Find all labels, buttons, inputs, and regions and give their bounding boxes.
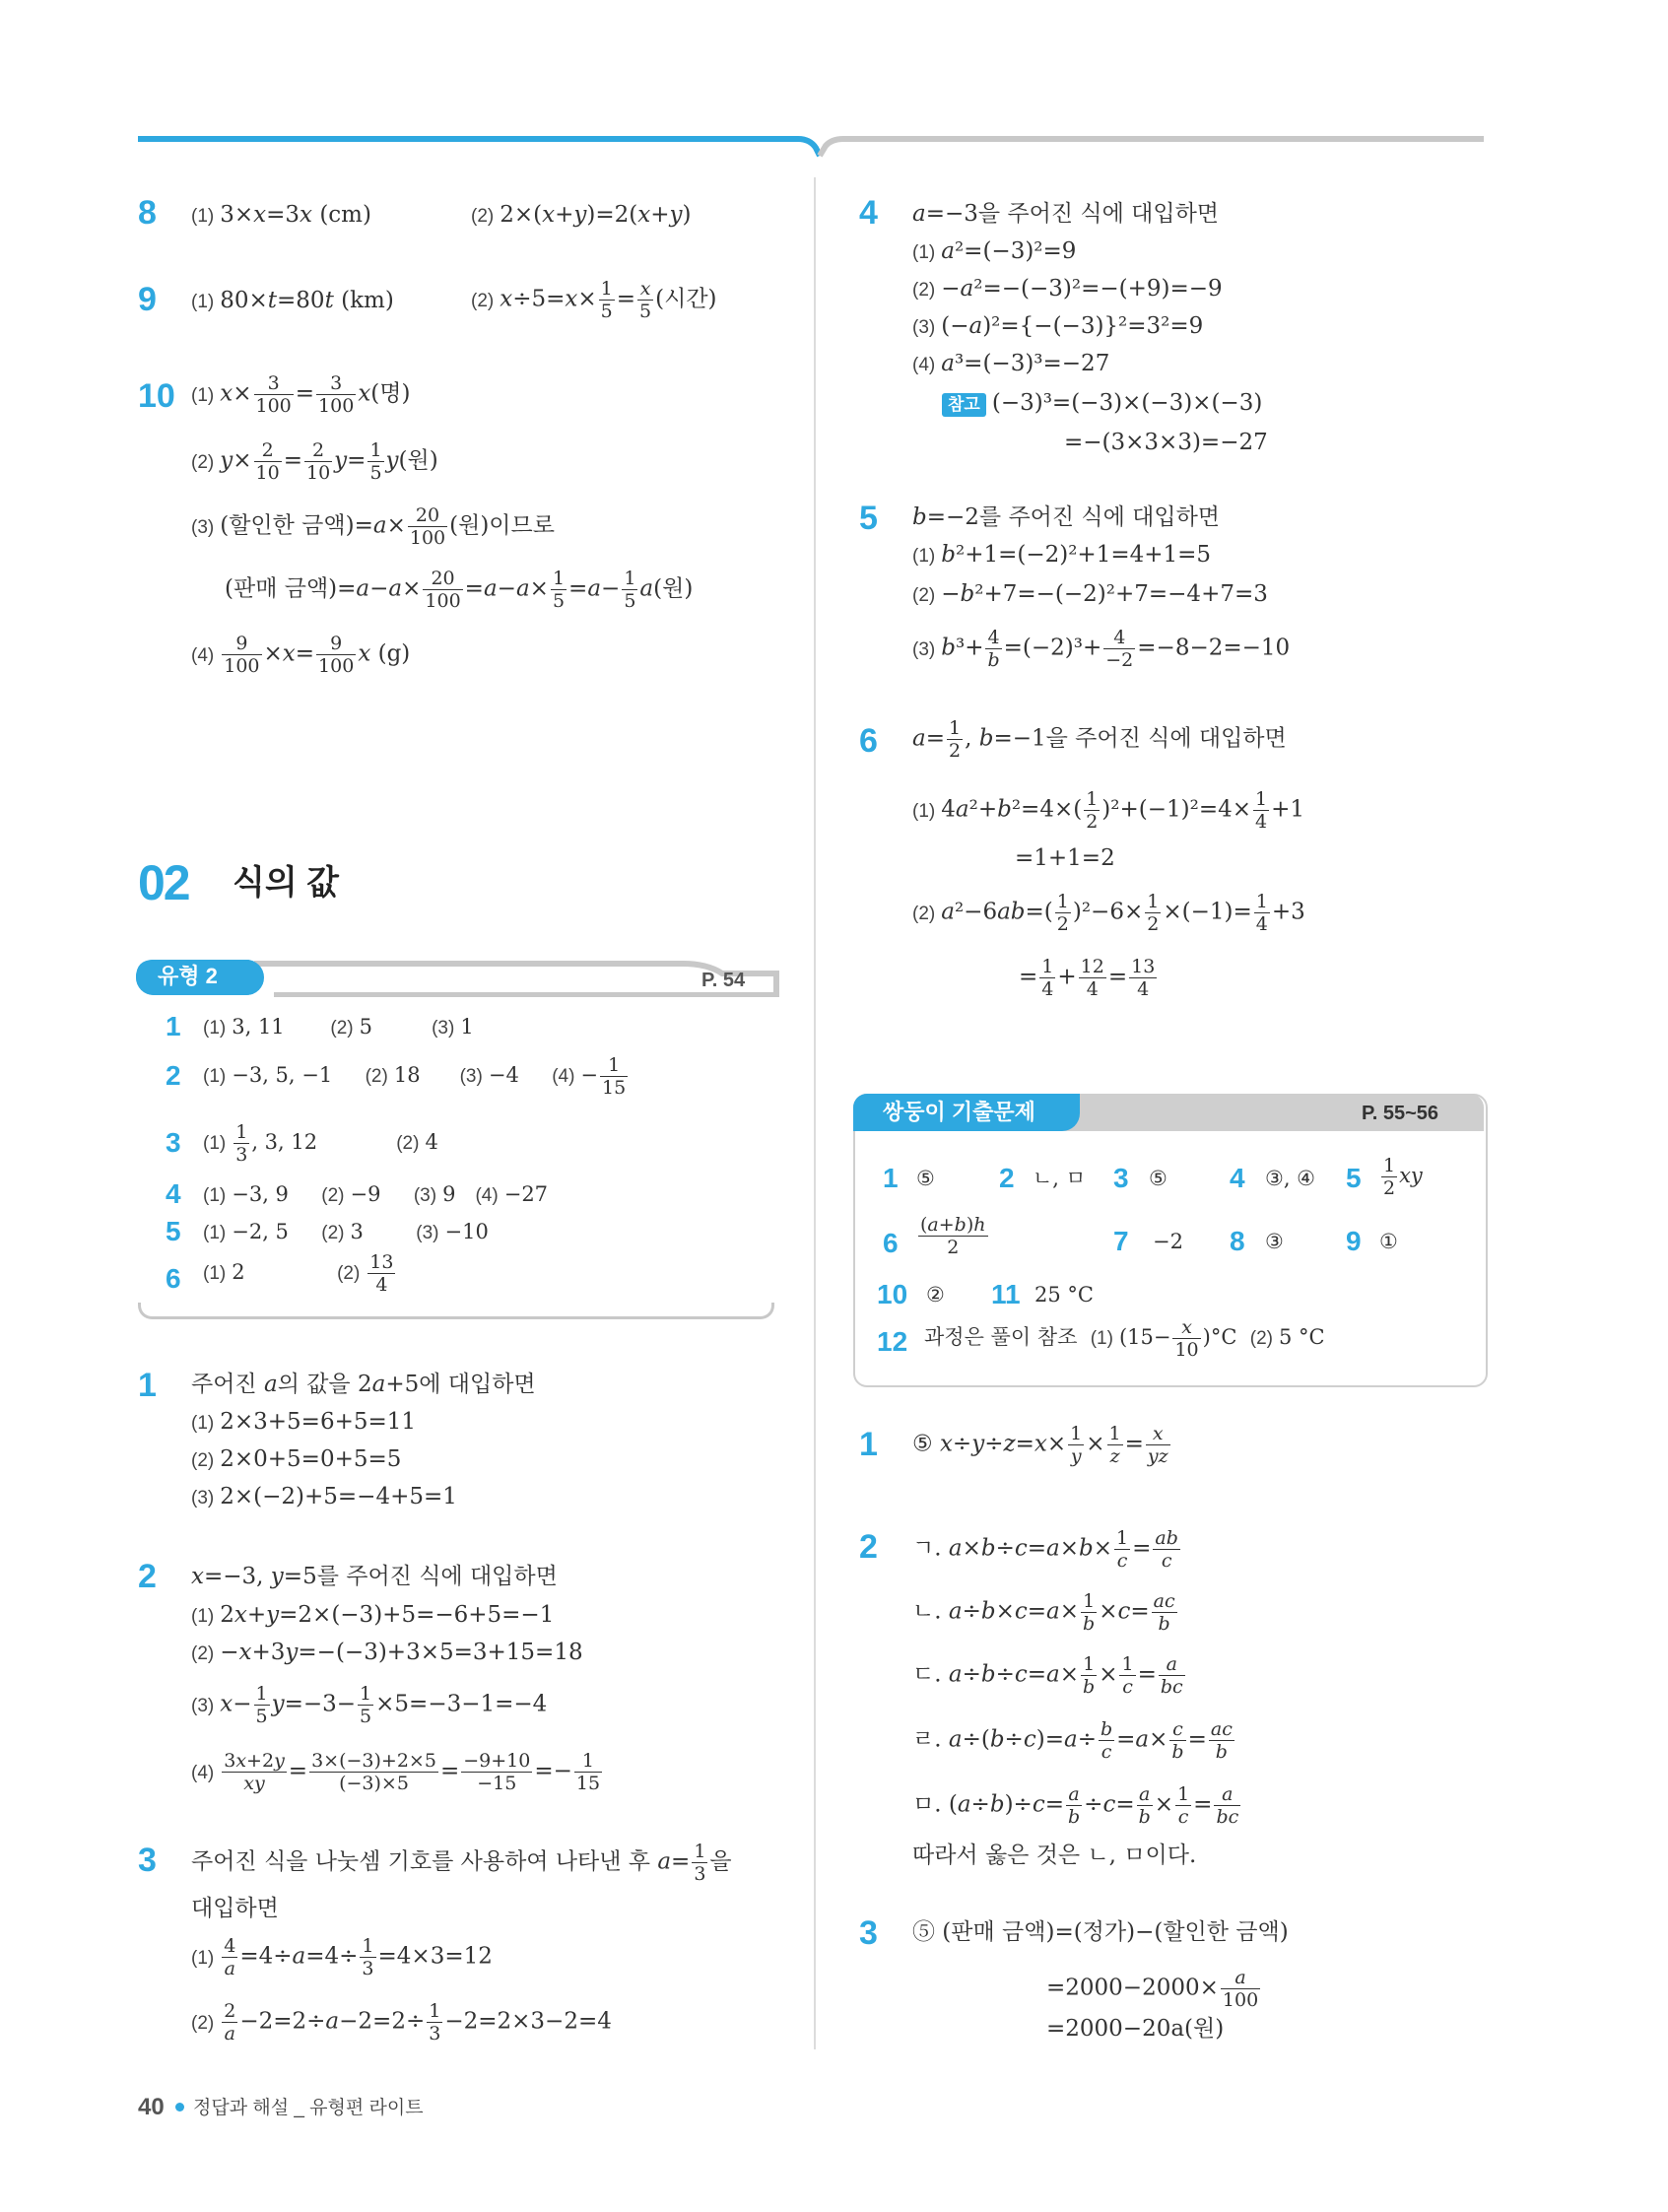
solution-1-head: 주어진 a의 값을 2a+5에 대입하면	[191, 1372, 536, 1397]
twin-answer: ①	[1379, 1230, 1398, 1253]
solution-5-head: b=−2를 주어진 식에 대입하면	[912, 504, 1221, 530]
twin-solution-3-line1: ⑤ (판매 금액)=(정가)−(할인한 금액)	[912, 1919, 1289, 1945]
twin-answer-number: 5	[1346, 1163, 1362, 1193]
solution-5-line1: (1) b²+1=(−2)²+1=4+1=5	[912, 542, 1212, 568]
problem-number: 10	[138, 377, 175, 415]
twin-answer: −2	[1153, 1230, 1183, 1253]
twin-answer-number: 10	[877, 1279, 908, 1309]
twin-answer-number: 11	[991, 1279, 1021, 1309]
solution-3-line2: (2) $\frac{2}{a}$ −2=2÷a−2=2÷ $\frac{1}{3}$ −2=2×3−2=4	[191, 2000, 612, 2044]
problem-number: 3	[859, 1914, 878, 1952]
solution-2-line1: (1) 2x+y=2×(−3)+5=−6+5=−1	[191, 1602, 555, 1628]
type-row-4: (1) −3, 9 (2) −9 (3) 9 (4) −27	[203, 1182, 549, 1206]
solution-1-line1: (1) 2×3+5=6+5=11	[191, 1409, 417, 1435]
twin-answer-number: 12	[877, 1326, 908, 1357]
problem-number: 3	[138, 1842, 157, 1879]
section-title: 식의 값	[233, 864, 339, 902]
type-row-number: 5	[166, 1216, 181, 1246]
twin-solution-2-line1: ㄱ. a×b÷c=a×b× $\frac{1}{c}$ = $\frac{ab}{c}$	[912, 1527, 1178, 1572]
solution-4-line1: (1) a²=(−3)²=9	[912, 238, 1077, 264]
type-row-number: 3	[166, 1127, 181, 1158]
solution-2-line3: (3) x− $\frac{1}{5}$ y=−3− $\frac{1}{5}$ ×5=−3−1=−4	[191, 1683, 548, 1727]
column-divider	[814, 177, 816, 2049]
problem-10-line2: (2) y× $\frac{2}{10}$ = $\frac{2}{10}$ y= $\frac{1}{5}$ y(원)	[191, 439, 438, 484]
twin-answer: ⑤	[1149, 1167, 1168, 1190]
footer-dot-icon	[175, 2103, 184, 2111]
problem-number: 9	[138, 281, 157, 318]
problem-10-line3: (3) (할인한 금액)=a× $\frac{20}{100}$ (원)이므로	[191, 504, 555, 549]
twin-answer-number: 3	[1113, 1163, 1129, 1193]
solution-1-line2: (2) 2×0+5=0+5=5	[191, 1446, 402, 1472]
problem-number: 5	[859, 500, 878, 537]
solution-4-head: a=−3을 주어진 식에 대입하면	[912, 201, 1220, 227]
twin-box-page: P. 55~56	[1362, 1103, 1439, 1124]
solution-2-head: x=−3, y=5를 주어진 식에 대입하면	[191, 1564, 558, 1589]
type-box-bottom	[138, 1303, 774, 1319]
solution-2-line2: (2) −x+3y=−(−3)+3×5=3+15=18	[191, 1640, 583, 1665]
problem-10-line5: (4) $\frac{9}{100}$ ×x= $\frac{9}{100}$ x (g)	[191, 633, 411, 677]
solution-2-line4: (4) $\frac{3x+2y}{xy}$ = $\frac{3\times(-3)+2\times 5}{(-3)\times 5}$ = $\frac{-9+10}{-15}$ =− $\frac{1}{15}$	[191, 1750, 601, 1794]
type-row-5: (1) −2, 5 (2) 3 (3) −10	[203, 1220, 489, 1243]
type-box-header-line	[136, 958, 780, 997]
twin-solution-2-line3: ㄷ. a÷b÷c=a× $\frac{1}{b}$ × $\frac{1}{c}$ = $\frac{a}{bc}$	[912, 1653, 1183, 1698]
twin-solution-3-line2: =2000−2000× $\frac{a}{100}$	[1046, 1967, 1259, 2011]
problem-number: 1	[138, 1367, 157, 1404]
twin-solution-2-line4: ㄹ. a÷(b÷c)=a÷ $\frac{b}{c}$ =a× $\frac{c}{b}$ = $\frac{ac}{b}$	[912, 1718, 1233, 1763]
solution-6-line1: (1) 4a²+b²=4×( $\frac{1}{2}$ )²+(−1)²=4× $\frac{1}{4}$ +1	[912, 788, 1305, 833]
solution-5-line3: (3) b³+ $\frac{4}{b}$ =(−2)³+ $\frac{4}{-2}$ =−8−2=−10	[912, 627, 1291, 671]
solution-4-note: 참고 (−3)³=(−3)×(−3)×(−3)	[942, 388, 1262, 418]
solution-3-head2: 대입하면	[191, 1896, 279, 1921]
twin-answer: ②	[926, 1283, 945, 1307]
problem-number: 2	[859, 1528, 878, 1566]
twin-answer: $\frac{(a+b)h}{2}$	[920, 1214, 986, 1258]
problem-8-part1: (1) 3×x=3x (cm)	[191, 202, 371, 228]
solution-1-line3: (3) 2×(−2)+5=−4+5=1	[191, 1484, 457, 1509]
solution-4-line4: (4) a³=(−3)³=−27	[912, 351, 1110, 376]
type-row-2: (1) −3, 5, −1 (2) 18 (3) −4 (4) − $\frac{1}{15}$	[203, 1054, 627, 1099]
solution-4-note2: =−(3×3×3)=−27	[1064, 430, 1268, 455]
type-row-3: (1) $\frac{1}{3}$ , 3, 12 (2) 4	[203, 1121, 438, 1166]
twin-answer: 25 °C	[1034, 1283, 1094, 1307]
footer-text: 정답과 해설 _ 유형편 라이트	[193, 2098, 424, 2118]
solution-6-line2: =1+1=2	[1015, 845, 1115, 871]
problem-8-part2: (2) 2×(x+y)=2(x+y)	[471, 202, 692, 228]
twin-answer-number: 7	[1113, 1226, 1129, 1256]
problem-number: 6	[859, 722, 878, 760]
solution-4-line2: (2) −a²=−(−3)²=−(+9)=−9	[912, 276, 1223, 302]
section-number: 02	[138, 855, 189, 910]
type-row-number: 4	[166, 1178, 181, 1209]
problem-9-part1: (1) 80×t=80t (km)	[191, 288, 394, 313]
twin-answer-number: 1	[883, 1163, 899, 1193]
type-row-6: (1) 2 (2) $\frac{13}{4}$	[203, 1251, 394, 1296]
twin-answer-number: 2	[999, 1163, 1015, 1193]
twin-answer: ㄴ, ㅁ	[1033, 1167, 1086, 1190]
twin-solution-2-line5: ㅁ. (a÷b)÷c= $\frac{a}{b}$ ÷c= $\frac{a}{b}$ × $\frac{1}{c}$ = $\frac{a}{bc}$	[912, 1783, 1239, 1828]
type-box-label: 유형 2	[158, 964, 218, 988]
note-badge: 참고	[942, 393, 986, 417]
twin-answer: ③, ④	[1265, 1167, 1316, 1190]
solution-6-head: a= $\frac{1}{2}$ , b=−1을 주어진 식에 대입하면	[912, 717, 1287, 762]
solution-4-line3: (3) (−a)²={−(−3)}²=3²=9	[912, 313, 1204, 339]
twin-answer: 과정은 풀이 참조 (1) (15− $\frac{x}{10}$ )°C (2) 5 °C	[924, 1316, 1325, 1361]
twin-answer-number: 6	[883, 1228, 899, 1258]
twin-solution-2-line6: 따라서 옳은 것은 ㄴ, ㅁ이다.	[912, 1843, 1197, 1868]
problem-10-line4: (판매 금액)=a−a× $\frac{20}{100}$ =a−a× $\frac{1}{5}$ =a− $\frac{1}{5}$ a(원)	[225, 568, 694, 612]
problem-10-line1: (1) x× $\frac{3}{100}$ = $\frac{3}{100}$ x(명)	[191, 372, 411, 417]
twin-answer-number: 4	[1230, 1163, 1245, 1193]
twin-answer-number: 8	[1230, 1226, 1245, 1256]
twin-solution-3-line3: =2000−20a(원)	[1046, 2016, 1225, 2042]
twin-box-label: 쌍둥이 기출문제	[883, 1100, 1035, 1124]
type-row-number: 1	[166, 1011, 181, 1041]
top-header-bar	[0, 0, 1668, 197]
solution-6-line4: = $\frac{1}{4}$ + $\frac{12}{4}$ = $\frac{13}{4}$	[1019, 956, 1156, 1000]
solution-3-head: 주어진 식을 나눗셈 기호를 사용하여 나타낸 후 a= $\frac{1}{3}$ 을	[191, 1841, 732, 1885]
problem-number: 4	[859, 194, 878, 232]
solution-5-line2: (2) −b²+7=−(−2)²+7=−4+7=3	[912, 581, 1268, 607]
twin-answer: $\frac{1}{2}$ xy	[1383, 1155, 1423, 1199]
type-row-number: 2	[166, 1060, 181, 1091]
type-box-page: P. 54	[701, 970, 746, 991]
solution-3-line1: (1) $\frac{4}{a}$ =4÷a=4÷ $\frac{1}{3}$ =4×3=12	[191, 1935, 493, 1979]
twin-answer-number: 9	[1346, 1226, 1362, 1256]
twin-answer: ⑤	[916, 1167, 935, 1190]
problem-number: 8	[138, 194, 157, 232]
twin-solution-1-line1: ⑤ x÷y÷z=x× $\frac{1}{y}$ × $\frac{1}{z}$ = $\frac{x}{yz}$	[912, 1423, 1168, 1467]
twin-solution-2-line2: ㄴ. a÷b×c=a× $\frac{1}{b}$ ×c= $\frac{ac}{b}$	[912, 1590, 1175, 1635]
solution-6-line3: (2) a²−6ab=( $\frac{1}{2}$ )²−6× $\frac{1}{2}$ ×(−1)= $\frac{1}{4}$ +3	[912, 891, 1305, 935]
type-row-number: 6	[166, 1263, 181, 1294]
page-number: 40	[138, 2094, 165, 2120]
type-row-1: (1) 3, 11 (2) 5 (3) 1	[203, 1015, 474, 1039]
twin-answer: ③	[1265, 1230, 1284, 1253]
problem-number: 2	[138, 1558, 157, 1595]
problem-9-part2: (2) x÷5=x× $\frac{1}{5}$ = $\frac{x}{5}$ (시간)	[471, 278, 717, 322]
problem-number: 1	[859, 1426, 878, 1463]
